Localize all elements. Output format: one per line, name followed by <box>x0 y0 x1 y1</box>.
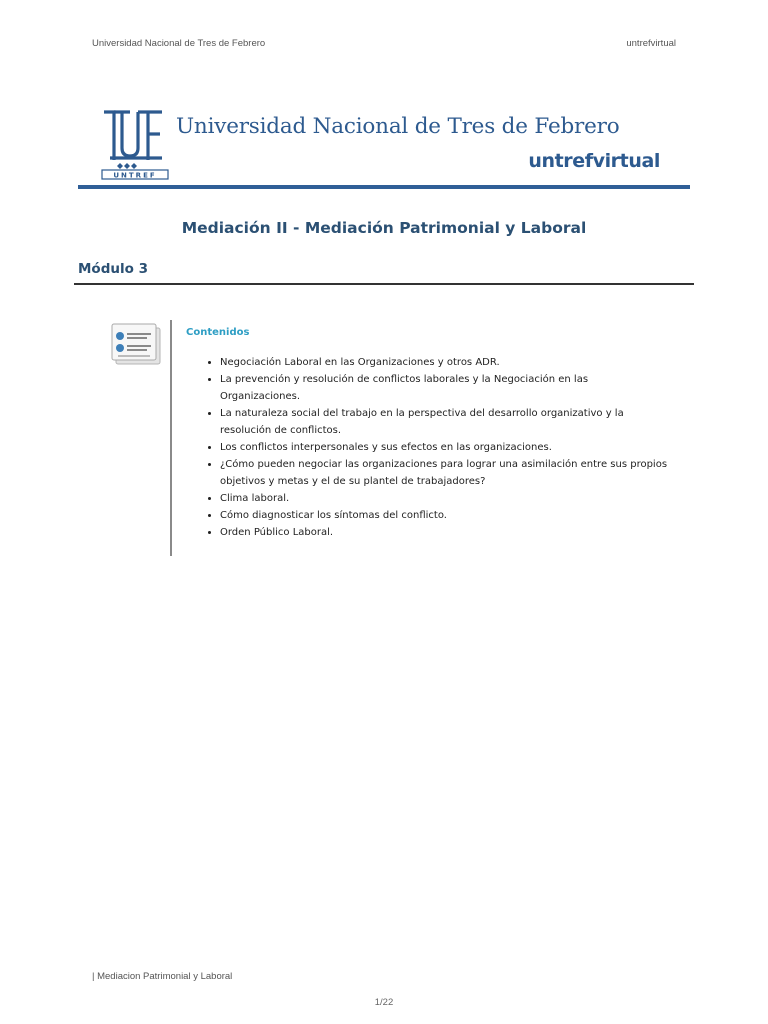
contents-label: Contenidos <box>186 327 250 338</box>
banner-rule <box>78 185 690 189</box>
running-header-right: untrefvirtual <box>626 38 676 49</box>
contents-divider <box>170 320 172 556</box>
module-title: Módulo 3 <box>78 261 148 277</box>
document-title: Mediación II - Mediación Patrimonial y Laboral <box>181 219 587 237</box>
list-item: • ¿Cómo pueden negociar las organizaciones para lograr una asimilación entre sus propios objetivos y metas y el de su plantel de trabajadores? <box>220 456 670 490</box>
list-item: • La prevención y resolución de conflictos laborales y la Negociación en las Organizaciones. <box>220 371 670 405</box>
contents-list <box>206 354 670 541</box>
list-item: • Orden Público Laboral. <box>220 524 670 541</box>
running-header-left: Universidad Nacional de Tres de Febrero <box>92 38 266 49</box>
document-list-icon <box>110 322 162 368</box>
contents-box <box>106 320 666 560</box>
logo-text: UNTREF <box>113 171 157 180</box>
list-item: • Cómo diagnosticar los síntomas del conflicto. <box>220 507 670 524</box>
page-number: 1/22 <box>374 997 394 1008</box>
university-name: Universidad Nacional de Tres de Febrero <box>176 114 620 139</box>
untref-logo-icon <box>100 108 172 180</box>
module-divider <box>74 283 694 285</box>
brand-name: untrefvirtual <box>528 150 660 172</box>
footer-note: | Mediacion Patrimonial y Laboral <box>92 971 233 982</box>
list-item: • Clima laboral. <box>220 490 670 507</box>
list-item: • Negociación Laboral en las Organizaciones y otros ADR. <box>220 354 670 371</box>
list-item: • La naturaleza social del trabajo en la perspectiva del desarrollo organizativo y la resolución de conflictos. <box>220 405 670 439</box>
list-item: • Los conflictos interpersonales y sus efectos en las organizaciones. <box>220 439 670 456</box>
institution-banner <box>78 100 690 190</box>
